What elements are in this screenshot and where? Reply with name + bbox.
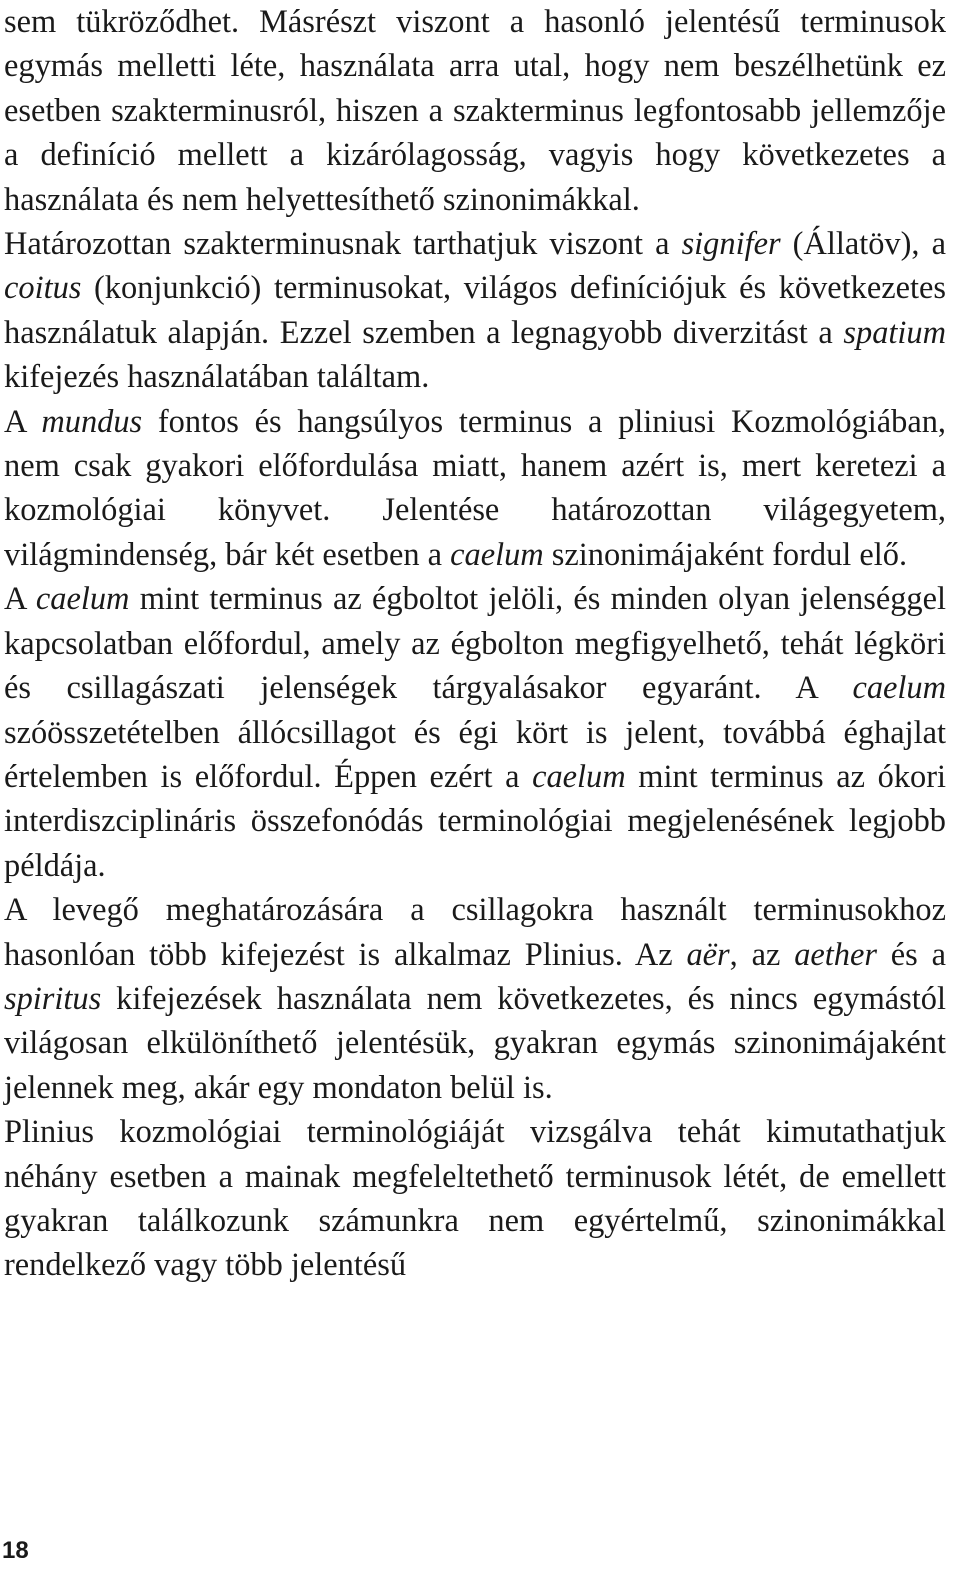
paragraph xyxy=(4,222,946,400)
latin-term: aër xyxy=(686,936,730,973)
paragraph xyxy=(4,577,946,888)
paragraph xyxy=(4,888,946,1110)
paragraph-text: Plinius kozmológiai terminológiáját vizsgálva tehát kimutathatjuk néhány esetben a mainak megfeleltethető terminusok létét, de emellett gyakran találkozunk számunkra nem egyértelmű, szinonimákkal rendelkező vagy több jelentésű xyxy=(4,1114,946,1284)
paragraph-text: A xyxy=(4,403,42,440)
latin-term: aether xyxy=(794,936,877,973)
latin-term: signifer xyxy=(681,226,781,263)
paragraph xyxy=(4,0,946,222)
latin-term: spiritus xyxy=(4,980,102,1017)
paragraph-text: szóösszetételben állócsillagot és égi kört is jelent, továbbá éghajlat értelemben is előfordul. Éppen ezért a xyxy=(4,714,946,795)
paragraph-text: sem tükröződhet. Másrészt viszont a hasonló jelentésű terminusok egymás melletti léte, használata arra utal, hogy nem beszélhetünk ez esetben szakterminusról, hiszen a szakterminus legfontosabb jellemzője a definíció mellett a kizárólagosság, vagyis hogy következetes a használata és nem helyettesíthető szinonimákkal. xyxy=(4,4,946,218)
paragraph-text: A levegő meghatározására a csillagokra használt terminusokhoz hasonlóan több kifejezést is alkalmaz Plinius. Az xyxy=(4,892,946,973)
paragraph-text: Határozottan szakterminusnak tarthatjuk viszont a xyxy=(4,226,682,263)
document-body xyxy=(4,0,946,1288)
paragraph-text: mint terminus az égboltot jelöli, és minden olyan jelenséggel kapcsolatban előfordul, amely az égbolton megfigyelhető, tehát légköri és csillagászati jelenségek tárgyalásakor egyaránt. A xyxy=(4,581,946,707)
latin-term: spatium xyxy=(843,314,946,351)
latin-term: coitus xyxy=(4,270,82,307)
paragraph-text: A xyxy=(4,581,36,618)
paragraph-text: , az xyxy=(729,936,795,973)
paragraph-text: kifejezések használata nem következetes, és nincs egymástól világosan elkülöníthető jelentésük, gyakran egymás szinonimájaként jelennek meg, akár egy mondaton belül is. xyxy=(4,980,946,1106)
paragraph-text: és a xyxy=(876,936,947,973)
latin-term: caelum xyxy=(35,581,130,618)
paragraph-text: szinonimájaként fordul elő. xyxy=(543,536,908,573)
paragraph xyxy=(4,400,946,578)
paragraph-text: kifejezés használatában találtam. xyxy=(4,359,430,396)
paragraph xyxy=(4,1110,946,1288)
paragraph-text: mint terminus az ókori interdiszciplináris összefonódás terminológiai megjelenésének legjobb példája. xyxy=(4,758,946,884)
latin-term: caelum xyxy=(450,536,544,573)
latin-term: caelum xyxy=(532,758,626,795)
page-number: 18 xyxy=(2,1537,29,1564)
paragraph-text: (konjunkció) terminusokat, világos definíciójuk és következetes használatuk alapján. Ezzel szemben a legnagyobb diverzitást a xyxy=(4,270,946,351)
latin-term: mundus xyxy=(41,403,143,440)
latin-term: caelum xyxy=(852,670,946,707)
paragraph-text: fontos és hangsúlyos terminus a pliniusi Kozmológiában, nem csak gyakori előfordulása miatt, hanem azért is, mert keretezi a kozmológiai könyvet. Jelentése határozottan világegyetem, világmindenség, bár két esetben a xyxy=(4,403,946,573)
paragraph-text: (Állatöv), a xyxy=(780,226,946,263)
